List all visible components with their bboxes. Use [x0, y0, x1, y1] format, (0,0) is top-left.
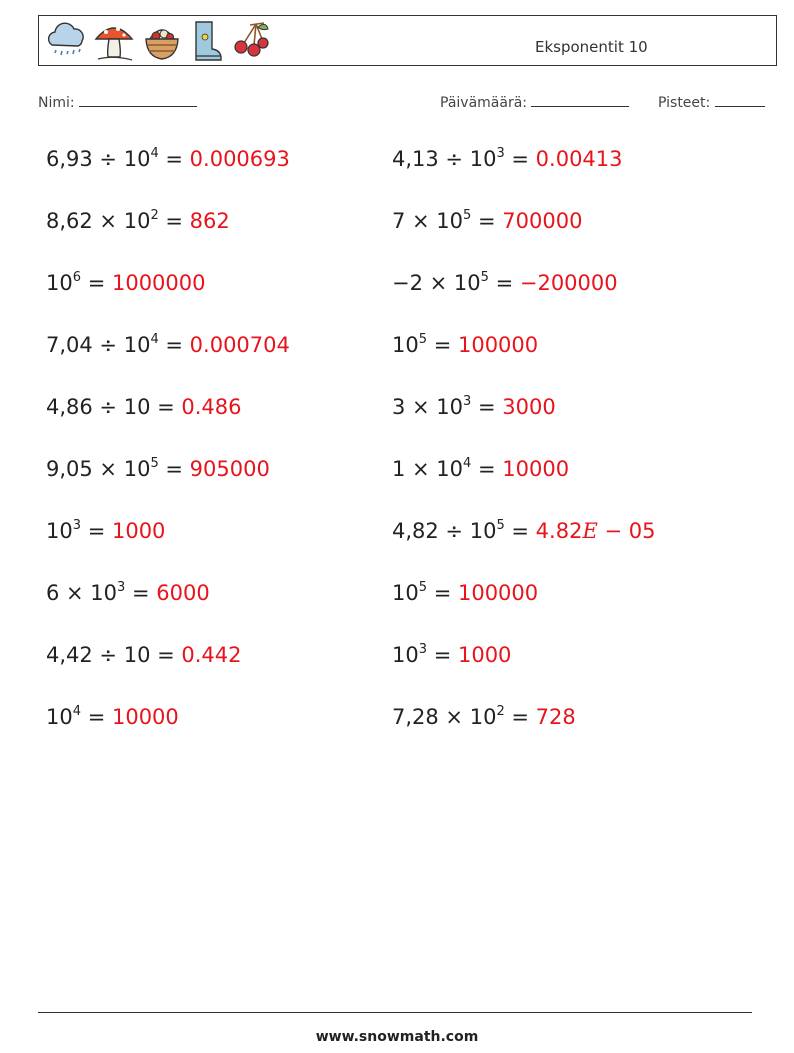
answer	[536, 519, 656, 543]
problem-item	[392, 271, 618, 295]
exponent: 6	[72, 270, 82, 285]
problem-expression: 4,82 ÷ 10	[392, 519, 497, 543]
problem-item	[46, 519, 165, 543]
answer: 10000	[111, 705, 179, 729]
problem-expression: 10	[392, 643, 419, 667]
footer-website: www.snowmath.com	[315, 1029, 479, 1045]
problem-expression: 3 × 10	[392, 395, 464, 419]
exponent: 4	[463, 456, 472, 471]
basket-icon	[140, 19, 184, 63]
equals-sign: =	[158, 457, 190, 481]
equals-sign: =	[125, 581, 157, 605]
exponent: 5	[418, 332, 428, 347]
answer: 700000	[502, 209, 583, 233]
problem-expression: 7,28 × 10	[392, 705, 497, 729]
score-field	[658, 94, 765, 111]
problem-item	[46, 333, 290, 357]
answer: 728	[535, 705, 576, 729]
score-label: Pisteet:	[658, 95, 711, 111]
exponent: 3	[72, 518, 82, 533]
problem-item	[46, 395, 242, 419]
problem-expression: 6 × 10	[46, 581, 118, 605]
exponent: 3	[496, 146, 505, 161]
problem-item	[392, 643, 511, 667]
rain-cloud-icon	[44, 19, 88, 63]
problem-expression: 9,05 × 10	[46, 457, 151, 481]
problem-item	[392, 395, 556, 419]
exponent: 5	[150, 456, 159, 471]
equals-sign: =	[150, 395, 182, 419]
problem-item	[392, 147, 623, 171]
answer: −200000	[519, 271, 618, 295]
equals-sign: =	[158, 333, 190, 357]
problem-item	[392, 581, 538, 605]
footer-divider	[38, 1012, 752, 1013]
answer: 10000	[502, 457, 570, 481]
icon-strip	[44, 19, 272, 63]
answer: 0.000693	[189, 147, 290, 171]
answer: 1000	[111, 519, 166, 543]
problem-expression: 6,93 ÷ 10	[46, 147, 151, 171]
problem-expression: 10	[46, 519, 73, 543]
problem-expression: 4,13 ÷ 10	[392, 147, 497, 171]
equals-sign: =	[504, 147, 536, 171]
header-box	[38, 15, 777, 66]
problem-item	[46, 209, 230, 233]
problem-item	[46, 457, 270, 481]
exponent: 3	[463, 394, 472, 409]
equals-sign: =	[504, 705, 536, 729]
exponent: 5	[418, 580, 428, 595]
equals-sign: =	[471, 395, 503, 419]
problem-expression: 10	[392, 333, 419, 357]
problem-expression: 4,86 ÷ 10	[46, 395, 151, 419]
answer: 0.486	[181, 395, 242, 419]
date-blank[interactable]	[531, 94, 629, 107]
problem-expression: −2 × 10	[392, 271, 481, 295]
equals-sign: =	[471, 209, 503, 233]
equals-sign: =	[81, 271, 112, 295]
answer: 100000	[457, 581, 539, 605]
name-blank[interactable]	[79, 94, 197, 107]
date-label: Päivämäärä:	[440, 95, 527, 111]
exponent: 2	[150, 208, 159, 223]
problem-item	[46, 643, 242, 667]
answer: 3000	[502, 395, 556, 419]
answer: 1000	[457, 643, 512, 667]
exponent: 4	[150, 146, 159, 161]
exponent: 2	[496, 704, 505, 719]
berries-icon	[228, 19, 272, 63]
worksheet-title: Eksponentit 10	[535, 38, 648, 56]
equals-sign: =	[81, 519, 112, 543]
equals-sign: =	[150, 643, 182, 667]
date-field	[440, 94, 629, 111]
problem-item	[392, 333, 538, 357]
answer: 0.00413	[535, 147, 623, 171]
problem-item	[392, 705, 576, 729]
answer-e-symbol: E	[582, 519, 598, 543]
problem-expression: 4,42 ÷ 10	[46, 643, 151, 667]
equals-sign: =	[158, 209, 190, 233]
answer: 0.442	[181, 643, 242, 667]
problem-item	[46, 147, 290, 171]
rubber-boot-icon	[188, 19, 224, 63]
equals-sign: =	[158, 147, 190, 171]
exponent: 5	[480, 270, 489, 285]
problem-item	[392, 519, 655, 543]
exponent: 3	[418, 642, 428, 657]
problem-expression: 7,04 ÷ 10	[46, 333, 151, 357]
problem-item	[46, 705, 179, 729]
answer: 6000	[156, 581, 210, 605]
answer: 1000000	[111, 271, 206, 295]
score-blank[interactable]	[715, 94, 765, 107]
name-field	[38, 94, 197, 111]
problem-expression: 7 × 10	[392, 209, 464, 233]
equals-sign: =	[81, 705, 112, 729]
problem-expression: 10	[46, 271, 73, 295]
problem-item	[392, 209, 582, 233]
answer-mantissa: 4.82	[535, 519, 583, 543]
answer: 100000	[457, 333, 539, 357]
answer: 862	[189, 209, 230, 233]
equals-sign: =	[427, 643, 458, 667]
problem-item	[46, 581, 210, 605]
exponent: 5	[463, 208, 472, 223]
answer: 0.000704	[189, 333, 290, 357]
exponent: 4	[72, 704, 82, 719]
exponent: 4	[150, 332, 159, 347]
mushroom-icon	[92, 19, 136, 63]
equals-sign: =	[488, 271, 520, 295]
answer-exponent: − 05	[597, 519, 656, 543]
problem-expression: 1 × 10	[392, 457, 464, 481]
problem-expression: 10	[392, 581, 419, 605]
equals-sign: =	[427, 333, 458, 357]
answer: 905000	[189, 457, 270, 481]
problem-item	[46, 271, 206, 295]
equals-sign: =	[504, 519, 536, 543]
equals-sign: =	[427, 581, 458, 605]
problem-expression: 8,62 × 10	[46, 209, 151, 233]
problem-item	[392, 457, 569, 481]
exponent: 3	[117, 580, 126, 595]
exponent: 5	[496, 518, 505, 533]
problem-expression: 10	[46, 705, 73, 729]
name-label: Nimi:	[38, 95, 75, 111]
equals-sign: =	[471, 457, 503, 481]
